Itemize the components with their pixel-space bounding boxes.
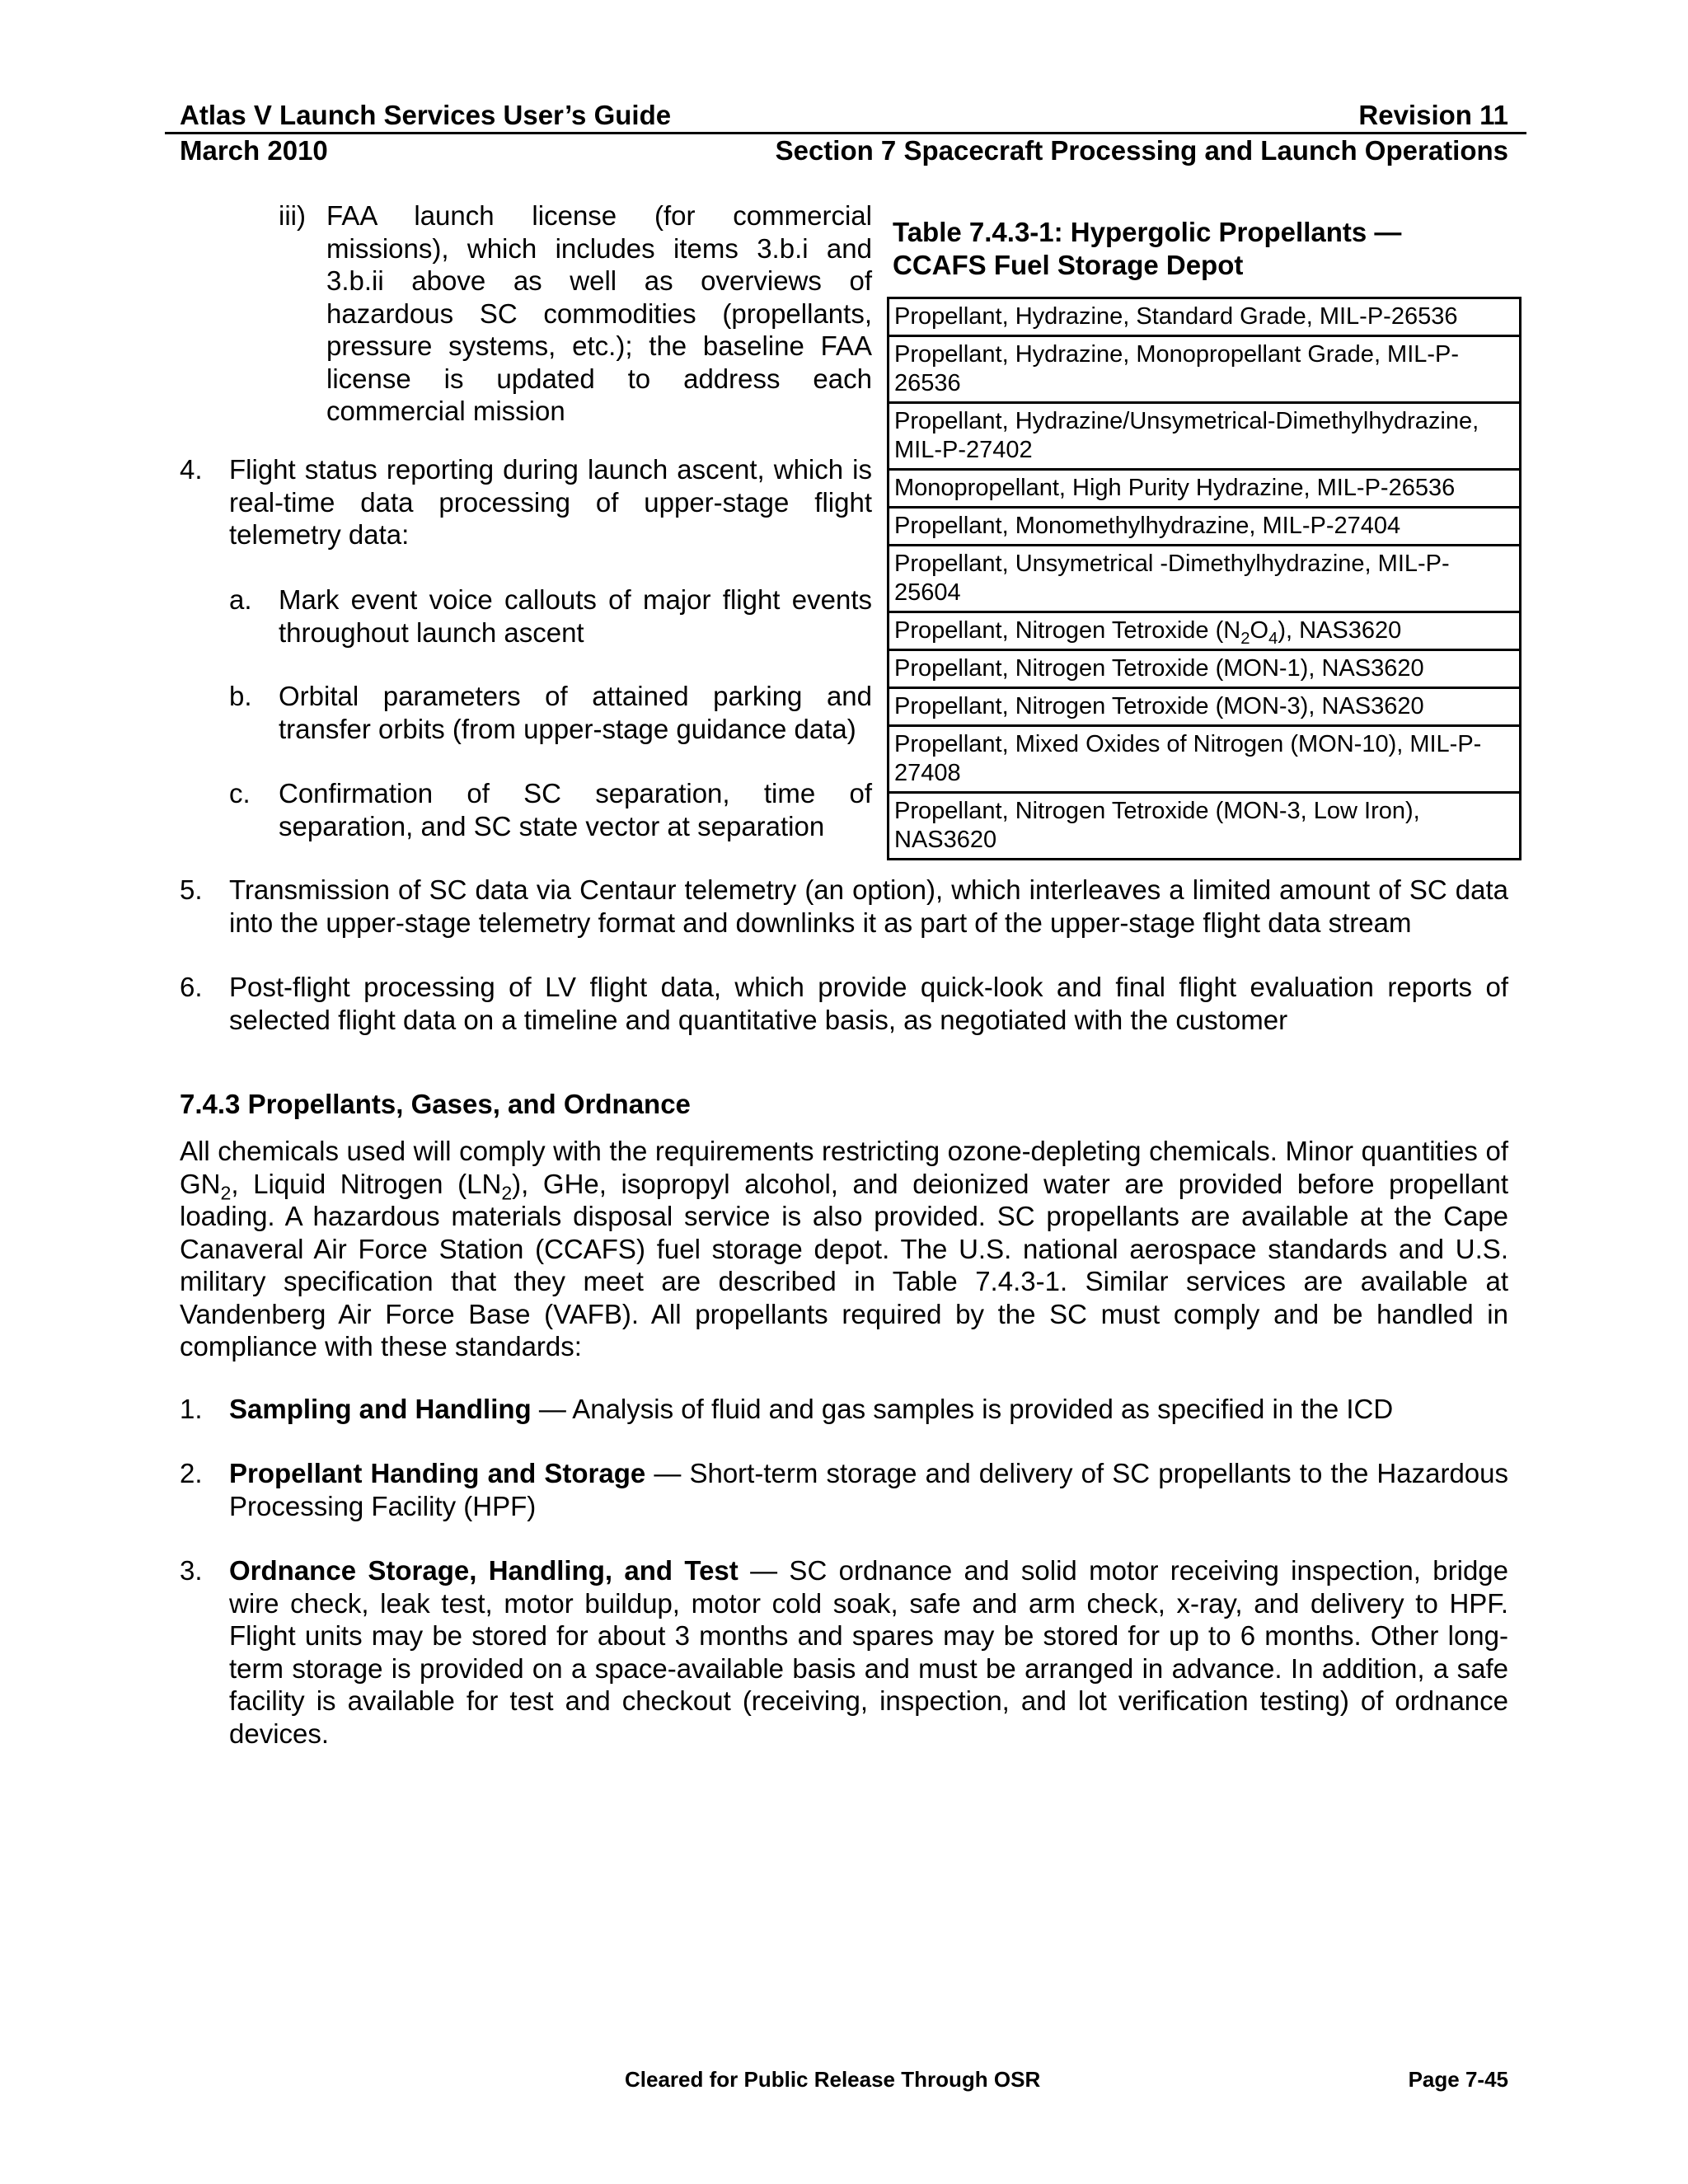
list-item-text: FAA launch license (for commercial missions), which includes items 3.b.i and 3.b.ii above as well as overviews of hazardous SC commodities (propellants, pressure systems, etc.); the baseline FAA license is updated to address each commercial mission xyxy=(326,200,872,426)
table-cell: Propellant, Mixed Oxides of Nitrogen (MON-10), MIL-P-27408 xyxy=(889,726,1521,793)
list-item-number: 4. xyxy=(180,454,203,485)
list-item xyxy=(180,874,1508,940)
table-cell: Propellant, Nitrogen Tetroxide (MON-3, Low Iron), NAS3620 xyxy=(889,793,1521,860)
list-item-description: — Short-term storage and delivery of SC propellants to the Hazardous Processing Facility (HPF) xyxy=(229,1458,1508,1521)
list-item-number: iii) xyxy=(279,200,306,231)
table-cell: Propellant, Nitrogen Tetroxide (MON-1), NAS3620 xyxy=(889,650,1521,688)
sub-list-item xyxy=(229,777,872,843)
list-item xyxy=(180,1457,1508,1523)
table-row xyxy=(889,508,1521,546)
table-caption-line: CCAFS Fuel Storage Depot xyxy=(893,250,1244,280)
table-cell: Propellant, Hydrazine, Standard Grade, MIL-P-26536 xyxy=(889,298,1521,336)
footer-page-number: Page 7-45 xyxy=(1408,2067,1508,2092)
list-item-letter: a. xyxy=(229,584,252,615)
table-cell: Propellant, Nitrogen Tetroxide (MON-3), NAS3620 xyxy=(889,688,1521,726)
table-row xyxy=(889,470,1521,508)
list-item-text xyxy=(229,1554,1508,1750)
table-row xyxy=(889,650,1521,688)
table-row xyxy=(889,546,1521,612)
list-item-number: 2. xyxy=(180,1458,203,1488)
list-item-number: 6. xyxy=(180,972,203,1002)
table-cell: Propellant, Monomethylhydrazine, MIL-P-27404 xyxy=(889,508,1521,546)
sub-list-item xyxy=(229,680,872,746)
header-revision: Revision 11 xyxy=(1358,100,1508,130)
list-item-term: Ordnance Storage, Handling, and Test xyxy=(229,1555,738,1586)
list-item-term: Sampling and Handling xyxy=(229,1394,532,1424)
table-cell: Propellant, Nitrogen Tetroxide $(N_2O_4)$, NAS3620 xyxy=(889,612,1521,650)
table-row xyxy=(889,793,1521,860)
list-item-description: — SC ordnance and solid motor receiving inspection, bridge wire check, leak test, motor buildup, motor cold soak, safe and arm check, x-ray, and delivery to HPF. Flight units may be stored for about 3 months and spares may be stored for up to 6 months. Other long-term storage is provided on a space-available basis and must be arranged in advance. In addition, a safe facility is available for test and checkout (receiving, inspection, and lot verification testing) of ordnance devices. xyxy=(229,1555,1508,1749)
list-item xyxy=(180,1554,1508,1752)
list-item-term: Propellant Handing and Storage xyxy=(229,1458,646,1488)
table-row xyxy=(889,688,1521,726)
list-item-letter: b. xyxy=(229,681,252,711)
list-item-text: Transmission of SC data via Centaur telemetry (an option), which interleaves a limited amount of SC data into the upper-stage telemetry format and downlinks it as part of the upper-stage flight data stream xyxy=(229,874,1508,938)
table-cell: Propellant, Unsymetrical -Dimethylhydrazine, MIL-P-25604 xyxy=(889,546,1521,612)
list-item-text: Post-flight processing of LV flight data, which provide quick-look and final flight evaluation reports of selected flight data on a timeline and quantitative basis, as negotiated with the customer xyxy=(229,972,1508,1035)
list-item-text: Confirmation of SC separation, time of separation, and SC state vector at separation xyxy=(279,778,872,841)
propellants-table xyxy=(887,297,1522,860)
list-item-text: Orbital parameters of attained parking and transfer orbits (from upper-stage guidance data) xyxy=(279,681,872,744)
list-item-number: 5. xyxy=(180,874,203,905)
list-item-text: Flight status reporting during launch ascent, which is real-time data processing of upper-stage flight telemetry data: xyxy=(229,454,872,550)
sub-list-item xyxy=(229,583,872,649)
table-cell: Propellant, Hydrazine, Monopropellant Grade, MIL-P-26536 xyxy=(889,336,1521,403)
section-paragraph: All chemicals used will comply with the requirements restricting ozone-depleting chemicals. Minor quantities of $GN_2$, Liquid Nitrogen $(LN_2)$, GHe, isopropyl alcohol, and deionized water are provided before propellant loading. A hazardous materials disposal service is also provided. SC propellants are available at the Cape Canaveral Air Force Station (CCAFS) fuel storage depot. The U.S. national aerospace standards and U.S. military specification that they meet are described in Table 7.4.3-1. Similar services are available at Vandenberg Air Force Base (VAFB). All propellants required by the SC must comply and be handled in compliance with these standards: xyxy=(180,1136,1509,1361)
header-section: Section 7 Spacecraft Processing and Launch Operations xyxy=(775,135,1508,166)
list-item-number: 3. xyxy=(180,1555,203,1586)
table-caption-line: Table 7.4.3-1: Hypergolic Propellants — xyxy=(893,217,1402,247)
list-item xyxy=(180,971,1508,1037)
list-item-text xyxy=(229,1457,1508,1522)
table-row xyxy=(889,403,1521,470)
header-title: Atlas V Launch Services User’s Guide xyxy=(180,100,672,130)
header-date: March 2010 xyxy=(180,135,328,166)
section-heading: 7.4.3 Propellants, Gases, and Ordnance xyxy=(180,1089,691,1119)
table-row xyxy=(889,612,1521,650)
footer-release: Cleared for Public Release Through OSR xyxy=(625,2067,1041,2092)
list-item xyxy=(180,1393,1508,1426)
list-item-iii xyxy=(279,199,872,426)
table-row xyxy=(889,336,1521,403)
table-cell: Propellant, Hydrazine/Unsymetrical-Dimethylhydrazine, MIL-P-27402 xyxy=(889,403,1521,470)
list-item-text xyxy=(229,1393,1508,1426)
table-caption xyxy=(893,216,1536,282)
list-item-text: Mark event voice callouts of major flight events throughout launch ascent xyxy=(279,584,872,648)
list-item-description: — Analysis of fluid and gas samples is provided as specified in the ICD xyxy=(531,1394,1394,1424)
table-cell: Monopropellant, High Purity Hydrazine, MIL-P-26536 xyxy=(889,470,1521,508)
list-item-letter: c. xyxy=(229,778,251,808)
list-item xyxy=(180,453,872,552)
table-row xyxy=(889,726,1521,793)
table-row xyxy=(889,298,1521,336)
list-item-number: 1. xyxy=(180,1394,203,1424)
